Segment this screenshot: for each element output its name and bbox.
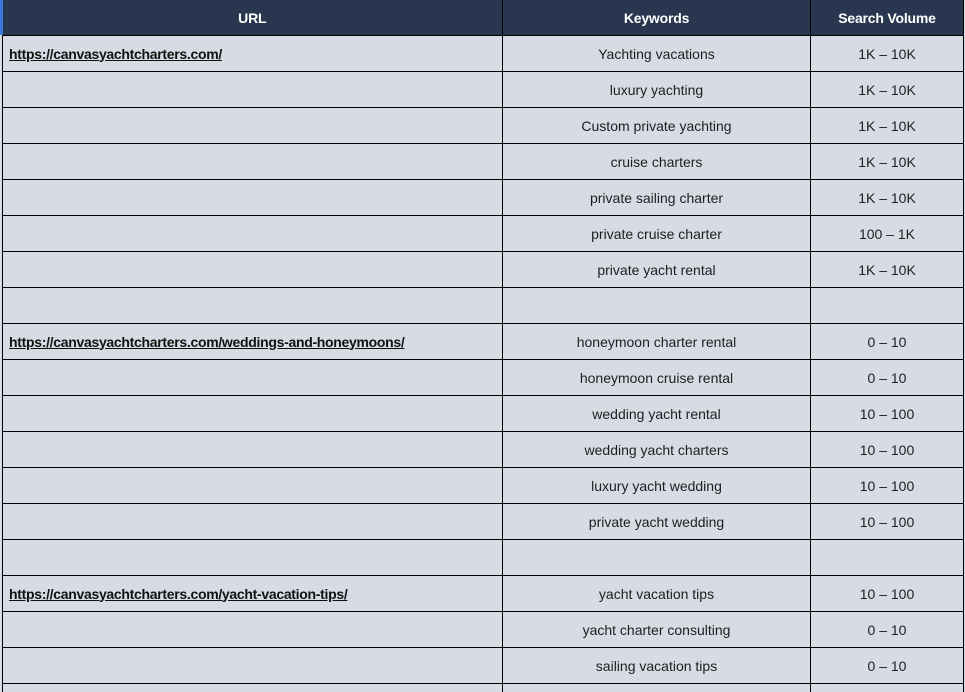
header-url[interactable]: URL xyxy=(3,0,503,36)
table-row xyxy=(3,36,964,72)
table-row xyxy=(3,360,964,396)
table-row xyxy=(3,216,964,252)
search-volume-cell[interactable]: 1K – 10K xyxy=(811,252,964,288)
url-cell[interactable] xyxy=(3,432,503,468)
search-volume-cell[interactable]: 1K – 10K xyxy=(811,144,964,180)
url-cell[interactable] xyxy=(3,72,503,108)
table-row xyxy=(3,144,964,180)
table-row xyxy=(3,396,964,432)
url-cell[interactable] xyxy=(3,252,503,288)
search-volume-cell[interactable]: 1K – 10K xyxy=(811,36,964,72)
search-volume-cell[interactable] xyxy=(811,540,964,576)
table-row xyxy=(3,108,964,144)
table-row xyxy=(3,432,964,468)
header-keywords[interactable]: Keywords xyxy=(503,0,811,36)
url-cell[interactable] xyxy=(3,216,503,252)
keyword-cell[interactable] xyxy=(503,540,811,576)
table-body xyxy=(3,36,964,692)
search-volume-cell[interactable]: 10 – 100 xyxy=(811,576,964,612)
keyword-cell[interactable]: yacht vacation tips xyxy=(503,576,811,612)
search-volume-cell[interactable]: 10 – 100 xyxy=(811,432,964,468)
table-row xyxy=(3,288,964,324)
search-volume-cell[interactable]: 10 – 100 xyxy=(811,396,964,432)
keyword-cell[interactable]: luxury yachting xyxy=(503,72,811,108)
table-row xyxy=(3,468,964,504)
header-row xyxy=(3,0,964,36)
keyword-cell[interactable]: wedding yacht charters xyxy=(503,432,811,468)
url-cell[interactable] xyxy=(3,684,503,692)
search-volume-cell[interactable]: 100 – 1K xyxy=(811,216,964,252)
url-cell[interactable] xyxy=(3,288,503,324)
search-volume-cell[interactable]: 1K – 10K xyxy=(811,180,964,216)
url-cell[interactable] xyxy=(3,648,503,684)
table-row xyxy=(3,504,964,540)
keyword-cell[interactable]: private yacht rental xyxy=(503,252,811,288)
keyword-cell[interactable]: cruise charters xyxy=(503,144,811,180)
table-row xyxy=(3,576,964,612)
keyword-cell[interactable]: yacht charter consulting xyxy=(503,612,811,648)
url-cell[interactable] xyxy=(3,108,503,144)
table-row xyxy=(3,540,964,576)
url-cell[interactable] xyxy=(3,468,503,504)
url-cell[interactable] xyxy=(3,360,503,396)
url-cell[interactable] xyxy=(3,540,503,576)
search-volume-cell[interactable]: 0 – 10 xyxy=(811,360,964,396)
table-row xyxy=(3,72,964,108)
search-volume-cell[interactable] xyxy=(811,684,964,692)
keyword-cell[interactable]: honeymoon cruise rental xyxy=(503,360,811,396)
url-cell[interactable] xyxy=(3,576,503,612)
keyword-table xyxy=(2,0,964,692)
url-cell[interactable] xyxy=(3,324,503,360)
table-row xyxy=(3,180,964,216)
table-row xyxy=(3,684,964,692)
header-search-volume[interactable]: Search Volume xyxy=(811,0,964,36)
url-link[interactable]: https://canvasyachtcharters.com/yacht-vacation-tips/ xyxy=(9,585,348,602)
search-volume-cell[interactable]: 10 – 100 xyxy=(811,468,964,504)
table-row xyxy=(3,324,964,360)
keyword-cell[interactable]: private yacht wedding xyxy=(503,504,811,540)
keyword-cell[interactable]: Custom private yachting xyxy=(503,108,811,144)
search-volume-cell[interactable]: 1K – 10K xyxy=(811,108,964,144)
search-volume-cell[interactable]: 0 – 10 xyxy=(811,612,964,648)
url-cell[interactable] xyxy=(3,612,503,648)
url-cell[interactable] xyxy=(3,36,503,72)
url-cell[interactable] xyxy=(3,180,503,216)
table-row xyxy=(3,612,964,648)
keyword-cell[interactable] xyxy=(503,288,811,324)
search-volume-cell[interactable]: 0 – 10 xyxy=(811,324,964,360)
url-cell[interactable] xyxy=(3,144,503,180)
url-cell[interactable] xyxy=(3,396,503,432)
search-volume-cell[interactable]: 1K – 10K xyxy=(811,72,964,108)
keyword-cell[interactable]: wedding yacht rental xyxy=(503,396,811,432)
keyword-cell[interactable]: private sailing charter xyxy=(503,180,811,216)
url-cell[interactable] xyxy=(3,504,503,540)
url-link[interactable]: https://canvasyachtcharters.com/ xyxy=(9,45,222,62)
keyword-cell[interactable]: Yachting vacations xyxy=(503,36,811,72)
keyword-cell[interactable]: honeymoon charter rental xyxy=(503,324,811,360)
keyword-cell[interactable]: private cruise charter xyxy=(503,216,811,252)
search-volume-cell[interactable]: 0 – 10 xyxy=(811,648,964,684)
search-volume-cell[interactable] xyxy=(811,288,964,324)
search-volume-cell[interactable]: 10 – 100 xyxy=(811,504,964,540)
keyword-cell[interactable] xyxy=(503,684,811,692)
keyword-cell[interactable]: sailing vacation tips xyxy=(503,648,811,684)
table-row xyxy=(3,252,964,288)
url-link[interactable]: https://canvasyachtcharters.com/weddings-and-honeymoons/ xyxy=(9,333,405,350)
keyword-cell[interactable]: luxury yacht wedding xyxy=(503,468,811,504)
table-row xyxy=(3,648,964,684)
